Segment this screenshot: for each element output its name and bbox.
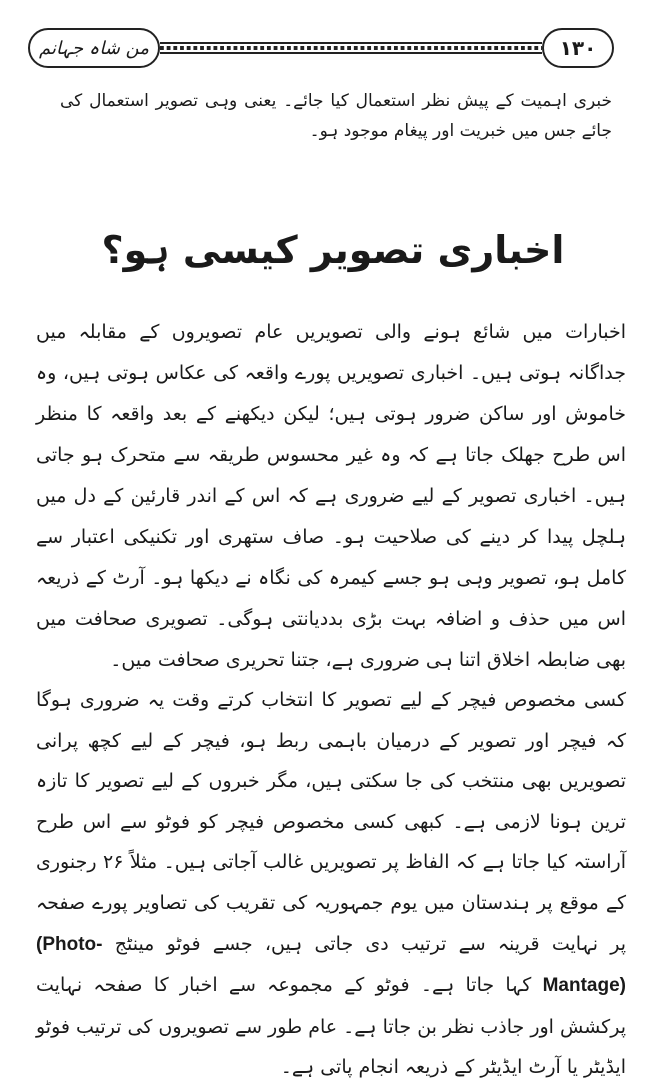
page-number-text: ۱۳۰ xyxy=(559,36,597,60)
page-number xyxy=(542,28,614,68)
page-header xyxy=(28,28,614,70)
body-paragraph-2-part-a: کسی مخصوص فیچر کے لیے تصویر کا انتخاب کرتے وقت یہ ضروری ہوگا کہ فیچر اور تصویر کے درمیان باہمی ربط ہو، فیچر کے لیے کچھ پرانی تصویریں بھی منتخب کی جا سکتی ہیں، مگر خبروں کے لیے تصویر کا تازہ ترین ہونا لازمی ہے۔ کبھی کسی مخصوص فیچر کو فوٹو سے اس طرح آراستہ کیا جاتا ہے کہ الفاظ پر تصویریں غالب آجاتی ہیں۔ مثلاً ۲۶ رجنوری کے موقع پر ہندستان میں یوم جمہوریہ کی تقریب کی تصاویر پورے صفحہ پر نہایت قرینہ سے ترتیب دی جاتی ہیں، جسے فوٹو مینٹج xyxy=(36,689,627,955)
header-ornamental-rule xyxy=(160,41,542,55)
book-title xyxy=(28,28,160,68)
body-paragraph-2-part-b: کہا جاتا ہے۔ فوٹو کے مجموعہ سے اخبار کا صفحہ نہایت پرکشش اور جاذب نظر بن جاتا ہے۔ عام طور سے تصویروں کی ترتیب فوٹو ایڈیٹر یا آرٹ ایڈیٹر کے ذریعہ انجام پاتی ہے۔ xyxy=(35,974,626,1079)
book-title-text: من شاہ جہانم xyxy=(38,37,150,59)
section-heading: اخباری تصویر کیسی ہو؟ xyxy=(101,228,565,272)
photo-montage-term: (Photo-Mantage) xyxy=(36,933,627,997)
body-paragraph-1: اخبارات میں شائع ہونے والی تصویریں عام تصویروں کے مقابلہ میں جداگانہ ہوتی ہیں۔ اخباری تصویریں پورے واقعہ کی عکاس ہوتی ہیں، وہ خاموش اور ساکن ضرور ہوتی ہیں؛ لیکن دیکھنے کے بعد واقعہ کا منظر اس طرح جھلک جاتا ہے کہ وہ غیر محسوس طریقہ سے متحرک ہو جاتی ہیں۔ اخباری تصویر کے لیے ضروری ہے کہ اس کے اندر قارئین کے دل میں ہلچل پیدا کر دینے کی صلاحیت ہو۔ صاف ستھری اور تکنیکی اعتبار سے کامل ہو، تصویر وہی ہو جسے کیمرہ کی نگاہ نے دیکھا ہو۔ آرٹ کے ذریعہ اس میں حذف و اضافہ بہت بڑی بددیانتی ہوگی۔ تصویری صحافت میں بھی ضابطہ اخلاق اتنا ہی ضروری ہے، جتنا تحریری صحافت میں۔ xyxy=(36,321,626,671)
intro-paragraph: خبری اہمیت کے پیش نظر استعمال کیا جائے۔ یعنی وہی تصویر استعمال کی جائے جس میں خبریت اور پیغام موجود ہو۔ xyxy=(60,91,612,141)
body-paragraph-2 xyxy=(36,680,626,1088)
